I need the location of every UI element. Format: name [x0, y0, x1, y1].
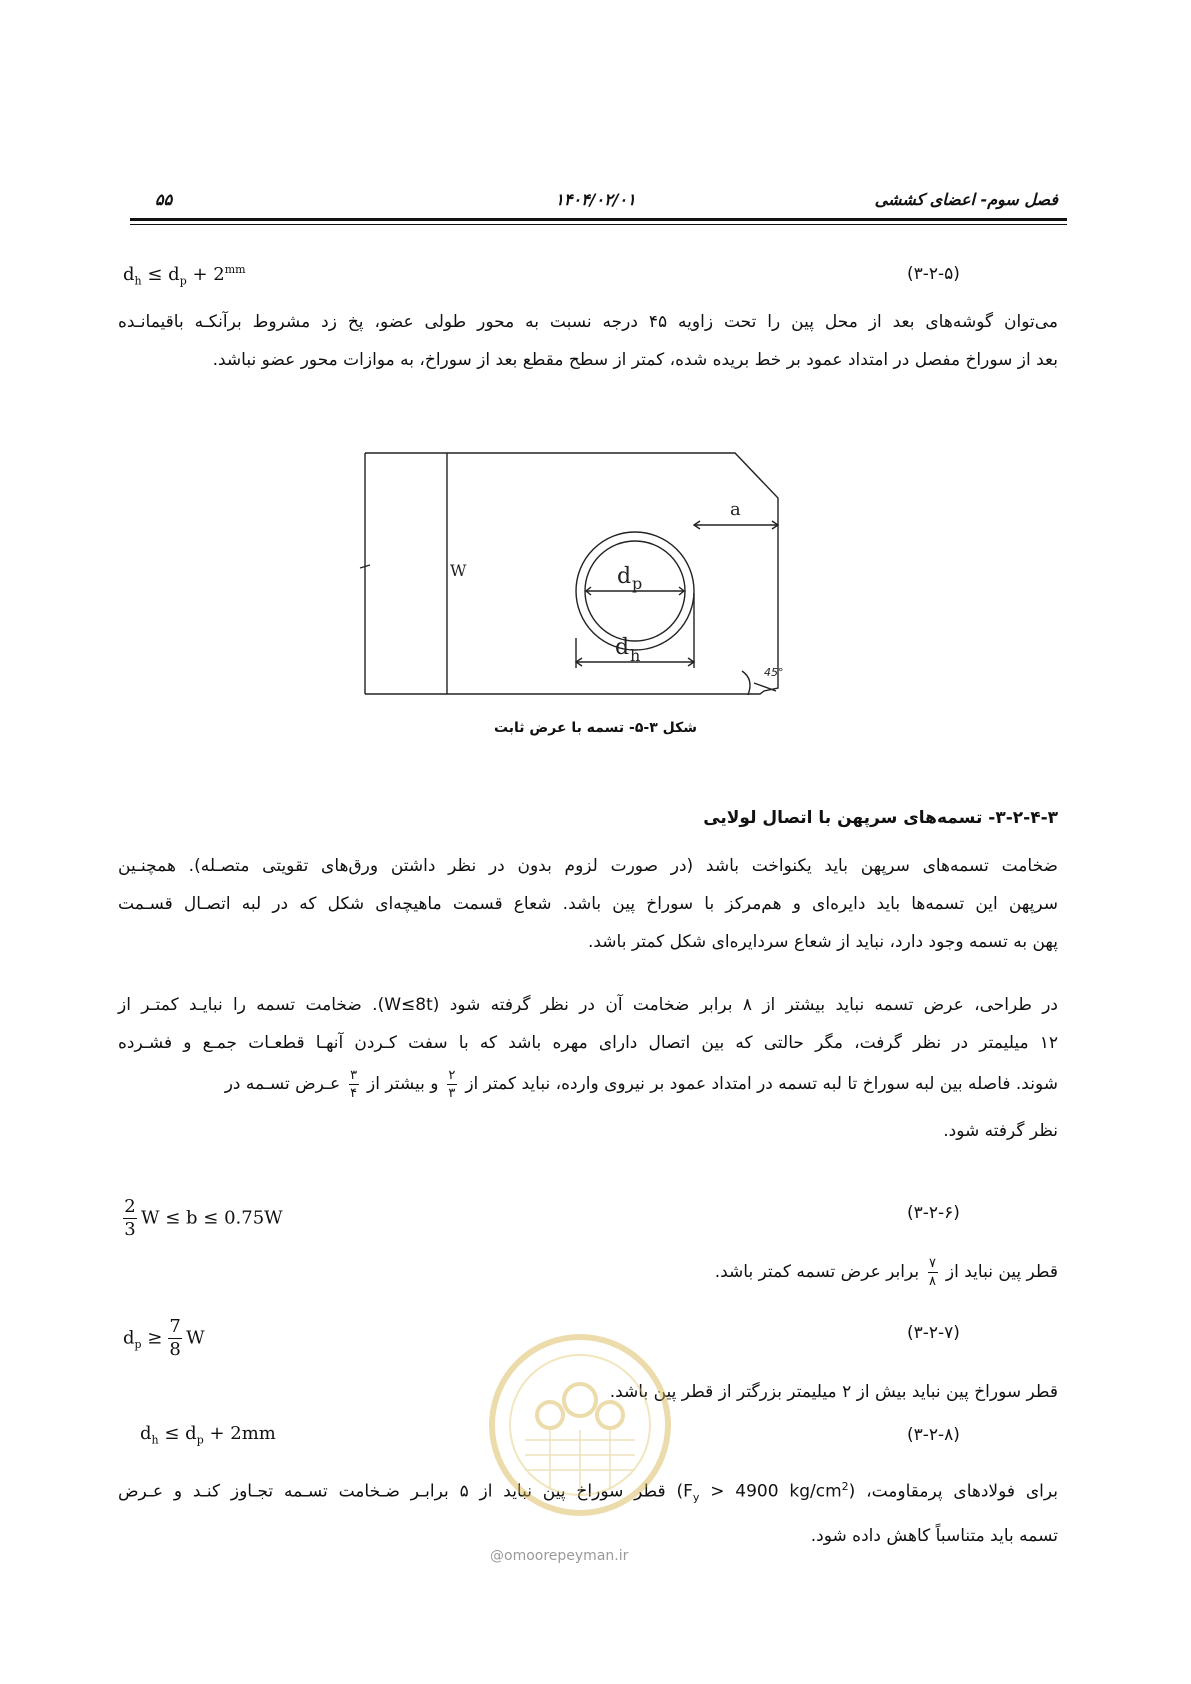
section-heading: ۳-۲-۴-۳- تسمه‌های سرپهن با اتصال لولایی — [703, 808, 1058, 828]
label-angle: 45° — [764, 666, 784, 679]
paragraph-width: در طراحی، عرض تسمه نباید بیشتر از ۸ برابر ضخامت آن در نظر گرفته شود (W≤8t). ضخامت تسمه را نبایـد کمتـر از ۱۲ میلیمتر در نظر گرفت، مگر حالتی که بین اتصال دارای مهره باشد که با سفت کـردن آنهـا قطعـات جمـع و فشـرده شوند. فاصله بین لبه سوراخ تا لبه تسمه در امتداد عمود بر نیروی وارده، نباید کمتر از $\frac{۲}{۳}$ و بیشتر از $\frac{۳}{۴}$ عـرض تسـمه در نظر گرفته شود. — [118, 995, 1058, 1141]
chapter-title: فصل سوم- اعضای کششی — [874, 190, 1058, 209]
label-dh-sub: h — [630, 646, 641, 665]
equation-6: $\frac{2}{3}$ W ≤ b ≤ 0.75W — [124, 1196, 283, 1240]
equation-8: $d_h \le d_p + 2mm$ — [140, 1423, 276, 1447]
plate-figure — [350, 443, 820, 723]
page-number: ۵۵ — [155, 190, 173, 209]
fraction-two-thirds: $\frac{۲}{۳}$ — [448, 1067, 456, 1101]
equation-6-number: (۳-۲-۶) — [907, 1203, 960, 1223]
header-date: ۱۴۰۴/۰۲/۰۱ — [555, 190, 636, 209]
fraction-three-quarters: $\frac{۳}{۴}$ — [350, 1067, 358, 1101]
figure-caption: شکل ۳-۵- تسمه با عرض ثابت — [493, 720, 698, 736]
label-dh: d — [615, 635, 630, 660]
label-w: W — [450, 561, 467, 580]
paragraph-chamfer: می‌توان گوشه‌های بعد از محل پین را تحت زاویه ۴۵ درجه نسبت به محور طولی عضو، پخ زد مشروط برآنکـه باقیمانـده بعد از سوراخ مفصل در امتداد عمود بر خط بریده شده، کمتر از سطح مقطع بعد از سوراخ، به موازات محور عضو نباشد. — [118, 312, 1058, 370]
label-dp: d — [617, 564, 632, 589]
header-rule-thick — [130, 218, 1067, 221]
equation-5: $d_h \le d_p + 2^{mm}$ — [123, 263, 246, 288]
paragraph-hole-diameter: قطر سوراخ پین نباید بیش از ۲ میلیمتر بزرگتر از قطر پین باشد. — [609, 1382, 1058, 1402]
paragraph-high-strength: برای فولادهای پرمقاومت، ($F_y > 4900$ $kg/cm^2$) قطر سوراخ پین نباید از ۵ برابـر ضـخامت تسـمه تجـاوز کنـد و عـرض تسمه باید متناسباً کاهش داده شود. — [118, 1480, 1058, 1547]
header-rule-thin — [130, 224, 1067, 225]
watermark-text: @omoorepeyman.ir — [490, 1548, 629, 1564]
plate-outline — [365, 453, 778, 694]
paragraph-thickness: ضخامت تسمه‌های سرپهن باید یکنواخت باشد (در صورت لزوم بدون در نظر داشتن ورق‌های تقویتی متصـله). همچنـین سرپهن این تسمه‌ها باید دایره‌ای و هم‌مرکز با سوراخ پین باشد. شعاع قسمت ماهیچه‌ای شکل که در لبه اتصـال قسـمت پهن به تسمه وجود دارد، نباید از شعاع سردایره‌ای شکل کمتر باشد. — [118, 856, 1058, 952]
paragraph-pin-diameter: قطر پین نباید از $\frac{۷}{۸}$ برابر عرض تسمه کمتر باشد. — [714, 1255, 1058, 1289]
equation-7-number: (۳-۲-۷) — [907, 1323, 960, 1343]
equation-7: $d_p$ ≥ $\frac{7}{8}$ W — [123, 1316, 205, 1360]
label-a: a — [730, 499, 741, 520]
label-dp-sub: p — [632, 574, 643, 593]
fraction-seven-eighths: $\frac{۷}{۸}$ — [929, 1255, 936, 1289]
equation-5-number: (۳-۲-۵) — [907, 264, 960, 284]
watermark-logo — [480, 1330, 680, 1520]
equation-8-number: (۳-۲-۸) — [907, 1425, 960, 1445]
